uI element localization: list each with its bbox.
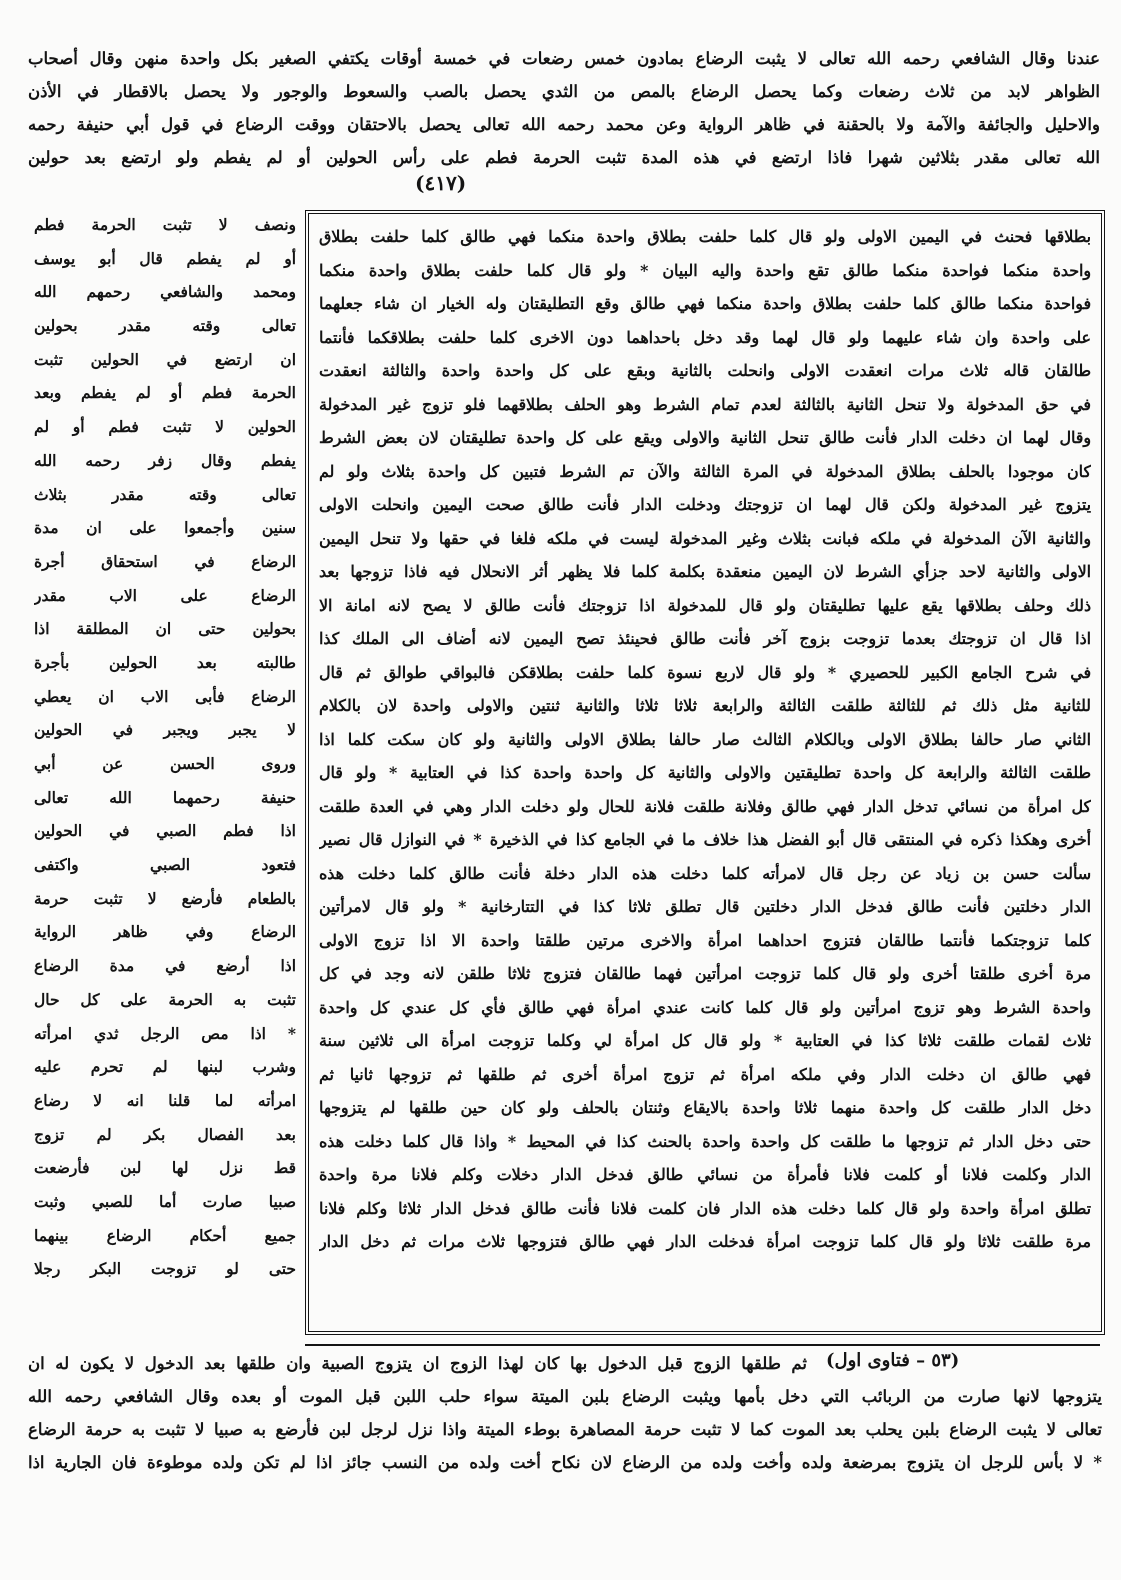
text-line: كان موجودا بالحلف بطلاق المدخولة في المرة الثالثة والآن تم الشرط فتبين كل واحدة بثلاث ولو لم — [319, 461, 1091, 481]
text-line: اذا أرضع في مدة الرضاع — [34, 956, 296, 976]
text-line: صبيا صارت أما للصبي وثبت — [34, 1191, 296, 1211]
side-margin-commentary — [34, 208, 296, 1286]
text-line: تعالى لا يثبت الرضاع بلبن يحلب بعد الموت كما لا تثبت حرمة المصاهرة بوطء الميتة واذا نزل لرجل لبن فأرضع به صبيا لا تثبت به حرمة الرضاع — [28, 1420, 1102, 1439]
text-line: لا يجبر ويجبر في الحولين — [34, 720, 296, 740]
text-line: تطلق امرأة واحدة ولو قال كلما دخلت هذه الدار فان كلمت فلانا فأنت طالق فدخل الدار ثلاثا وكلم فلانا — [319, 1198, 1091, 1218]
text-line: الحرمة فطم أو لم يفطم وبعد — [34, 383, 296, 403]
text-line: طالبته بعد الحولين بأجرة — [34, 652, 296, 672]
text-line: ذلك وحلف بطلاقها يقع عليها تطليقتان ولو قال للمدخولة اذا تزوجتك فأنت طالق لا يصح لانه امانة الا — [319, 595, 1091, 615]
text-line: أو لم يفطم قال أبو يوسف — [34, 248, 296, 268]
text-line: حتى لو تزوجت البكر رجلا — [34, 1259, 296, 1279]
text-line: ثلاث لقمات طلقت ثلاثا كذا في العتابية * ولو قال كل امرأة لي وكلما تزوجت امرأة الى ثلاثين سنة — [319, 1031, 1091, 1050]
text-line: طلقت الثالثة والرابعة كل واحدة تطليقتين والاولى والثانية كل واحدة واحدة كذا في العتابية * ولو قال — [319, 763, 1091, 782]
text-line: والثانية الآن المدخولة في ملكه فبانت بثلاث وغير المدخولة ليست في ملكه فلغا في حقها ولا تنحل اليمين — [319, 528, 1091, 548]
text-line: بحولين حتى ان المطلقة اذا — [34, 619, 296, 639]
text-line: * اذا مص الرجل ثدي امرأته — [34, 1023, 296, 1043]
text-line: مرة طلقت ثلاثا ولو قال كلما تزوجت امرأة فدخلت الدار فهي طالق فتزوجها ثلاث مرات ثم دخل الدار — [319, 1232, 1091, 1251]
text-line: الرضاع وفي ظاهر الرواية — [34, 922, 296, 942]
text-line: جميع أحكام الرضاع بينهما — [34, 1225, 296, 1245]
top-margin-commentary — [28, 42, 1100, 174]
text-line: امرأته لما قلنا انه لا رضاع — [34, 1090, 296, 1110]
text-line: الظواهر لابد من ثلاث رضعات وكما يحصل الرضاع بالمص من الثدي يحصل بالصب والسعوط والوجور ولا يحصل بالاقطار في الأذن — [28, 82, 1100, 101]
text-line: اذا فطم الصبي في الحولين — [34, 821, 296, 841]
text-line: بعد الفصال بكر لم تزوج — [34, 1124, 296, 1144]
text-line: وقال لهما ان دخلت الدار فأنت طالق تنحل الثانية والاولى ويقع على كل واحدة تطليقتان لان بعض الشرط — [319, 428, 1091, 447]
text-line: وروى الحسن عن أبي — [34, 754, 296, 773]
text-line: الحولين لا تثبت فطم أو لم — [34, 417, 296, 437]
text-line: فتعود الصبي واكتفى — [34, 855, 296, 875]
bottom-margin-commentary — [28, 1347, 1102, 1479]
text-line: سنين وأجمعوا على ان مدة — [34, 518, 296, 538]
text-line: كلما تزوجتكما فأنتما طالقان فتزوج احداهما امرأة والاخرى مرتين طلقتا واحدة الا اذا تزوج الاولى — [319, 930, 1091, 950]
main-text-body — [319, 220, 1091, 1326]
text-line: أخرى وهكذا ذكره في المنتقى قال أبو الفضل هذا خلاف ما في الجامع كذا في الذخيرة * في النوازل قال نصير — [319, 830, 1091, 849]
text-line: بطلاقها فحنث في اليمين الاولى ولو قال كلما حلفت بطلاق واحدة منكما فهي طالق كلما حلفت بطلاق — [319, 227, 1091, 246]
text-line: اذا قال ان تزوجتك بعدما تزوجت بزوج آخر فأنت طالق فحينئذ تصح اليمين لانه أضاف الى الملك كذا — [319, 629, 1091, 648]
text-line: بالطعام فأرضع لا تثبت حرمة — [34, 888, 296, 908]
text-line: طالقان قاله ثلاث مرات انعقدت الاولى وانحلت بالثانية وبقع على كل واحدة واحدة والثالثة انعقدت — [319, 361, 1091, 380]
text-line: ان ارتضع في الحولين تثبت — [34, 349, 296, 369]
text-line: ومحمد والشافعي رحمهم الله — [34, 282, 296, 302]
text-line: عندنا وقال الشافعي رحمه الله تعالى لا يثبت الرضاع بمادون خمس رضعات في خمسة أوقات يكتفي الصغير بكل واحدة منهن وقال أصحاب — [28, 49, 1100, 68]
signature-label: (٥٣ – فتاوى اول) — [826, 1350, 960, 1371]
text-line: الدار دخلتين فأنت طالق فدخل الدار دخلتين قال تطلق ثلاثا كذا في التتارخانية * ولو قال لامرأتين — [319, 897, 1091, 916]
text-line: حتى دخل الدار ثم تزوجها ما طلقت كل واحدة واحدة بالحنث كذا في المحيط * واذا قال كلما دخلت هذه — [319, 1131, 1091, 1151]
text-line: والاحليل والجائفة والآمة ولا بالحقنة في ظاهر الرواية وعن محمد رحمه الله تعالى يحصل بالاحتقان ووقت الرضاع في قول أبي حنيفة رحمه — [28, 115, 1100, 134]
text-line: يتزوج غير المدخولة ولكن قال لهما ان تزوجتك ودخلت الدار فأنت طالق صحت اليمين وانحلت الاولى — [319, 495, 1091, 514]
text-line: الثاني صار حالفا بطلاق الاولى وبالكلام الثالث صار حالفا بطلاق الاولى والثانية ولو كان سكت كلما اذا — [319, 729, 1091, 749]
text-line: الاولى والثانية لاحد جزأي الشرط لان اليمين منعقدة بكلمة كلما فلا يظهر أثر الانحلال فيه فاذا تزوجها بعد — [319, 562, 1091, 581]
text-line — [319, 1259, 1091, 1293]
text-line: فواحدة منكما طالق كلما حلفت بطلاق واحدة منكما فهي طالق وقع التطليقتان وله الخيار ان شاء جعلهما — [319, 294, 1091, 313]
text-line: الله تعالى مقدر بثلاثين شهرا فاذا ارتضع في هذه المدة تثبت الحرمة فطم على رأس الحولين أو لم يفطم ولو ارتضع بعد حولين — [28, 148, 1100, 167]
text-line: يتزوجها لانها صارت من الربائب التي دخل بأمها ويثبت الرضاع بلبن الميتة سواء حلب اللبن قبل الموت أو بعده وقال الشافعي رحمه الله — [28, 1387, 1102, 1406]
text-line: سألت حسن بن زياد عن رجل قال لامرأته كلما دخلت هذه الدار دخلة فأنت طالق كلما دخلت هذه — [319, 863, 1091, 883]
text-line: الرضاع على الاب مقدر — [34, 585, 296, 605]
footer-divider — [305, 1344, 1100, 1346]
main-text-frame — [305, 210, 1105, 1335]
text-line: وشرب لبنها لم تحرم عليه — [34, 1057, 296, 1077]
text-line: كل امرأة من نسائي تدخل الدار فهي طالق وفلانة طلقت فلانة للحال ولو دخلت الدار وهي في العدة طلقت — [319, 796, 1091, 816]
text-line: حنيفة رحمهما الله تعالى — [34, 787, 296, 807]
text-line: فهي طالق ان دخلت الدار وفي ملكه امرأة ثم تزوج امرأة أخرى ثم طلقها ثم تزوجها ثانيا ثم — [319, 1064, 1091, 1084]
text-line: قط نزل لها لبن فأرضعت — [34, 1158, 296, 1178]
text-line: واحدة منكما فواحدة منكما طالق تقع واحدة واليه البيان * ولو قال كلما حلفت بطلاق واحدة منكما — [319, 260, 1091, 280]
page-number: (٤١٧) — [415, 171, 467, 195]
text-line — [319, 1292, 1091, 1326]
text-line: في شرح الجامع الكبير للحصيري * ولو قال لاربع نسوة كلما حلفت بطلاقكن فالبواقي طوالق ثم قال — [319, 662, 1091, 682]
text-line: ونصف لا تثبت الحرمة فطم — [34, 215, 296, 234]
text-line: تعالى وقته مقدر بثلاث — [34, 484, 296, 504]
text-line: للثانية مثل ذلك ثم للثالثة طلقت الثالثة والرابعة ثلاثا ثلاثا والثانية ثنتين والاولى واحدة لان بالكلام — [319, 696, 1091, 715]
text-line: مرة أخرى طلقتا أخرى ولو قال كلما تزوجت امرأتين فهما طالقان فتزوج ثلاثا طلقن لانه وجد في كل — [319, 964, 1091, 983]
text-line: الدار وكلمت فلانا أو كلمت فلانا فأمرأة من نسائي طالق فدخل الدار دخلات وكلم فلانا مرة واحدة — [319, 1165, 1091, 1184]
text-line: الرضاع فأبى الاب ان يعطي — [34, 686, 296, 706]
text-line: في حق المدخولة ولا تنحل الثانية بالثالثة لعدم تمام الشرط وهو الحلف بطلاقهما فلو تزوج غير المدخولة — [319, 394, 1091, 414]
text-line: على واحدة وان شاء عليهما ولو قال لهما وقد دخل باحداهما دون الاخرى كلما حلفت بطلاقكما فأنتما — [319, 327, 1091, 347]
text-line: ثم طلقها الزوج قبل الدخول بها كان لهذا الزوج ان يتزوج الصبية وان طلقها بعد الدخول لا يكون له ان — [28, 1354, 807, 1373]
text-line: يفطم وقال زفر رحمه الله — [34, 450, 296, 470]
text-line: * لا بأس للرجل ان يتزوج بمرضعة ولده وأخت ولده من الرضاع لان نكاح أخت ولده من النسب جائز اذا لم تكن ولده موطوءة فان الجارية اذا — [28, 1453, 1102, 1472]
text-line: تثبت به الحرمة على كل حال — [34, 989, 296, 1009]
text-line: تعالى وقته مقدر بحولين — [34, 316, 296, 336]
text-line: واحدة الشرط وهو تزوج امرأتين ولو قال كلما كانت عندي امرأة فهي طالق فأي كل عندي كل واحدة — [319, 997, 1091, 1017]
text-line: الرضاع في استحقاق أجرة — [34, 551, 296, 571]
text-line: دخل الدار طلقت كل واحدة منهما ثلاثا واحدة بالايقاع وثنتان بالحلف ولو كان حين طلقها لم يتزوجها — [319, 1098, 1091, 1117]
